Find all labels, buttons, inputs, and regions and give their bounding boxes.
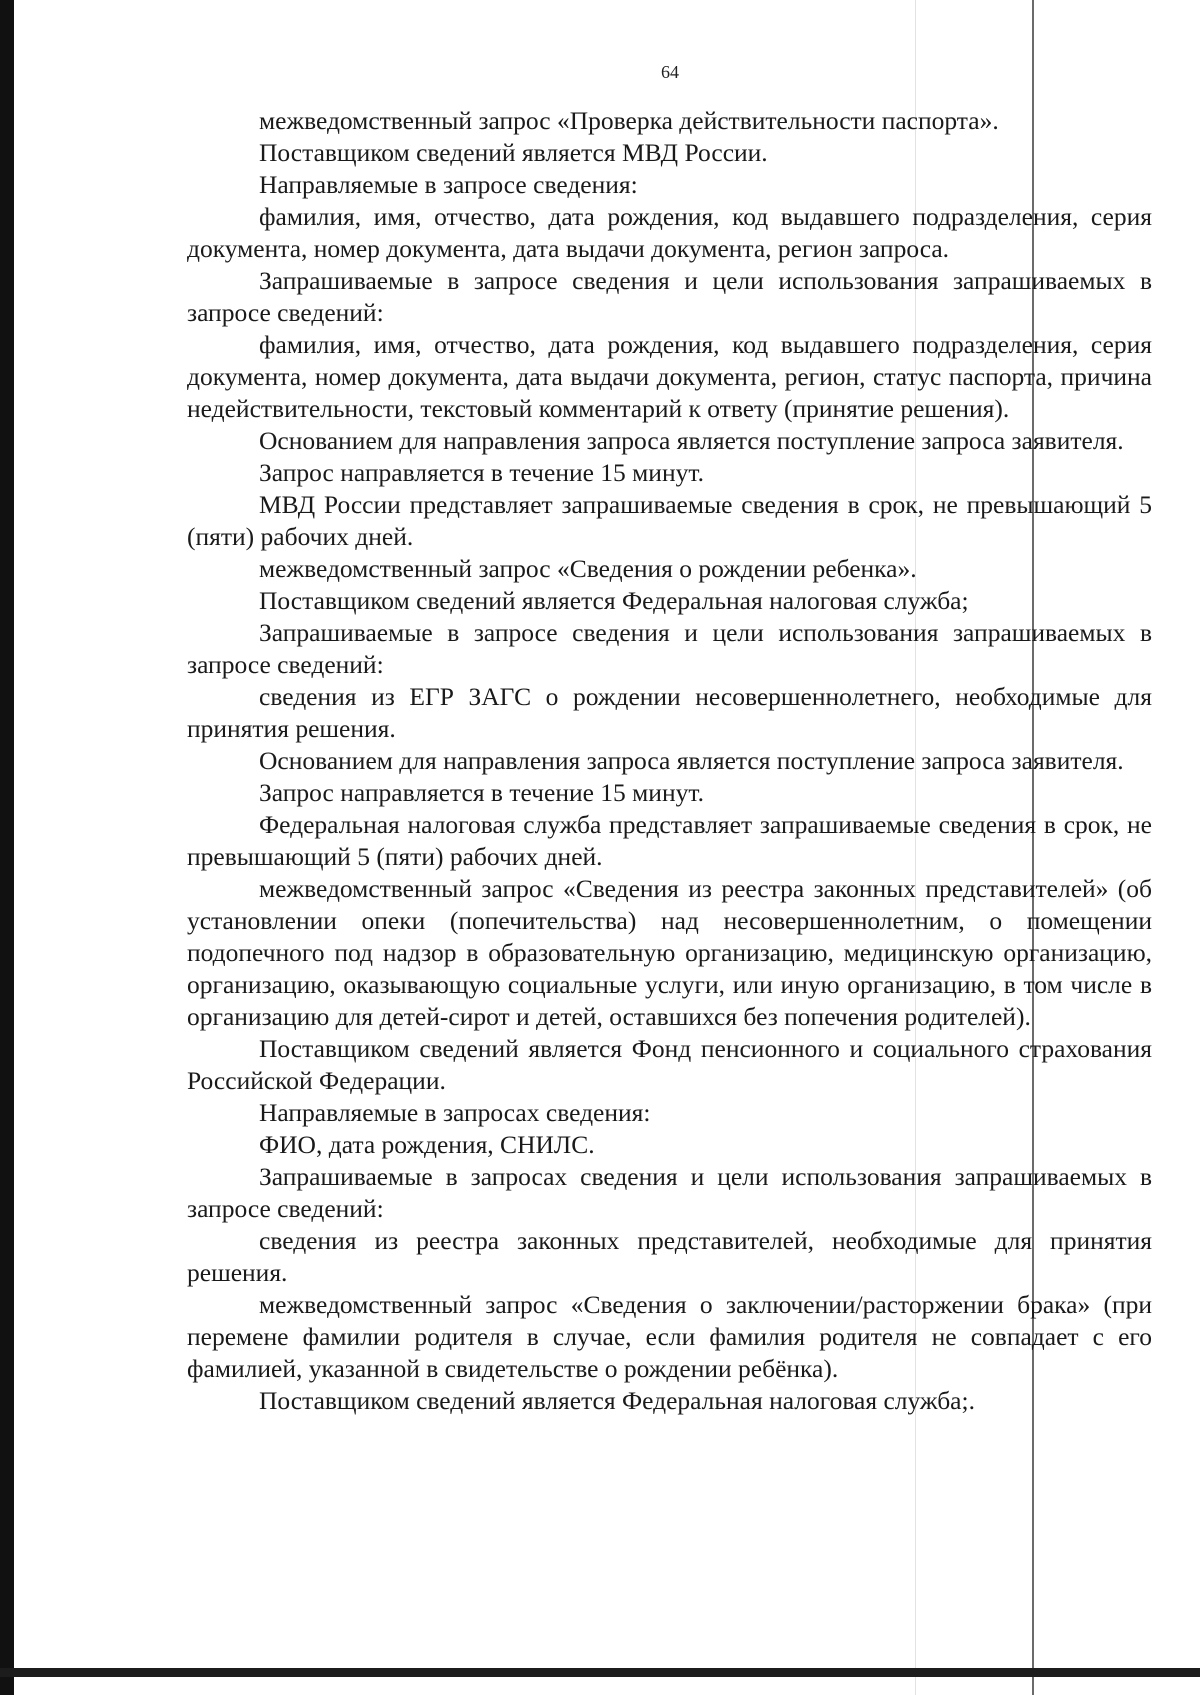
paragraph: Запрашиваемые в запросах сведения и цели использования запрашиваемых в запросе сведений:: [187, 1162, 1152, 1223]
scan-left-edge: [0, 0, 14, 1695]
paragraph: межведомственный запрос «Сведения о рождении ребенка».: [259, 554, 917, 583]
paragraph: сведения из реестра законных представителей, необходимые для принятия решения.: [187, 1226, 1152, 1287]
paragraph: Федеральная налоговая служба представляет запрашиваемые сведения в срок, не превышающий 5 (пяти) рабочих дней.: [187, 810, 1152, 871]
paragraph: Запрашиваемые в запросе сведения и цели использования запрашиваемых в запросе сведений:: [187, 618, 1152, 679]
paragraph: Запрос направляется в течение 15 минут.: [259, 778, 704, 807]
paragraph: Запрашиваемые в запросе сведения и цели использования запрашиваемых в запросе сведений:: [187, 266, 1152, 327]
paragraph: Поставщиком сведений является Фонд пенсионного и социального страхования Российской Федерации.: [187, 1034, 1152, 1095]
page-number: 64: [661, 62, 679, 82]
paragraph: межведомственный запрос «Проверка действительности паспорта».: [259, 106, 999, 135]
document-body: [187, 105, 1152, 1417]
paragraph: Основанием для направления запроса является поступление запроса заявителя.: [259, 746, 1124, 775]
paragraph: фамилия, имя, отчество, дата рождения, код выдавшего подразделения, серия документа, номер документа, дата выдачи документа, регион, статус паспорта, причина недействительности, текстовый комментарий к ответу (принятие решения).: [187, 330, 1152, 423]
paragraph: межведомственный запрос «Сведения из реестра законных представителей» (об установлении опеки (попечительства) над несовершеннолетним, о помещении подопечного под надзор в образовательную организацию, медицинскую организацию, организацию, оказывающую социальные услуги, или иную организацию, в том числе в организацию для детей-сирот и детей, оставшихся без попечения родителей).: [187, 874, 1152, 1031]
paragraph: Направляемые в запросе сведения:: [259, 170, 638, 199]
paragraph: сведения из ЕГР ЗАГС о рождении несовершеннолетнего, необходимые для принятия решения.: [187, 682, 1152, 743]
paragraph: межведомственный запрос «Сведения о заключении/расторжении брака» (при перемене фамилии родителя в случае, если фамилия родителя не совпадает с его фамилией, указанной в свидетельстве о рождении ребёнка).: [187, 1290, 1152, 1383]
scan-bottom-edge: [0, 1668, 1200, 1677]
paragraph: ФИО, дата рождения, СНИЛС.: [259, 1130, 595, 1159]
paragraph: Основанием для направления запроса является поступление запроса заявителя.: [259, 426, 1124, 455]
paragraph: Поставщиком сведений является Федеральная налоговая служба;: [259, 586, 969, 615]
paragraph: фамилия, имя, отчество, дата рождения, код выдавшего подразделения, серия документа, номер документа, дата выдачи документа, регион запроса.: [187, 202, 1152, 263]
paragraph: Направляемые в запросах сведения:: [259, 1098, 651, 1127]
paragraph: Запрос направляется в течение 15 минут.: [259, 458, 704, 487]
paragraph: МВД России представляет запрашиваемые сведения в срок, не превышающий 5 (пяти) рабочих дней.: [187, 490, 1152, 551]
paragraph: Поставщиком сведений является Федеральная налоговая служба;.: [259, 1386, 975, 1415]
paragraph: Поставщиком сведений является МВД России.: [259, 138, 768, 167]
